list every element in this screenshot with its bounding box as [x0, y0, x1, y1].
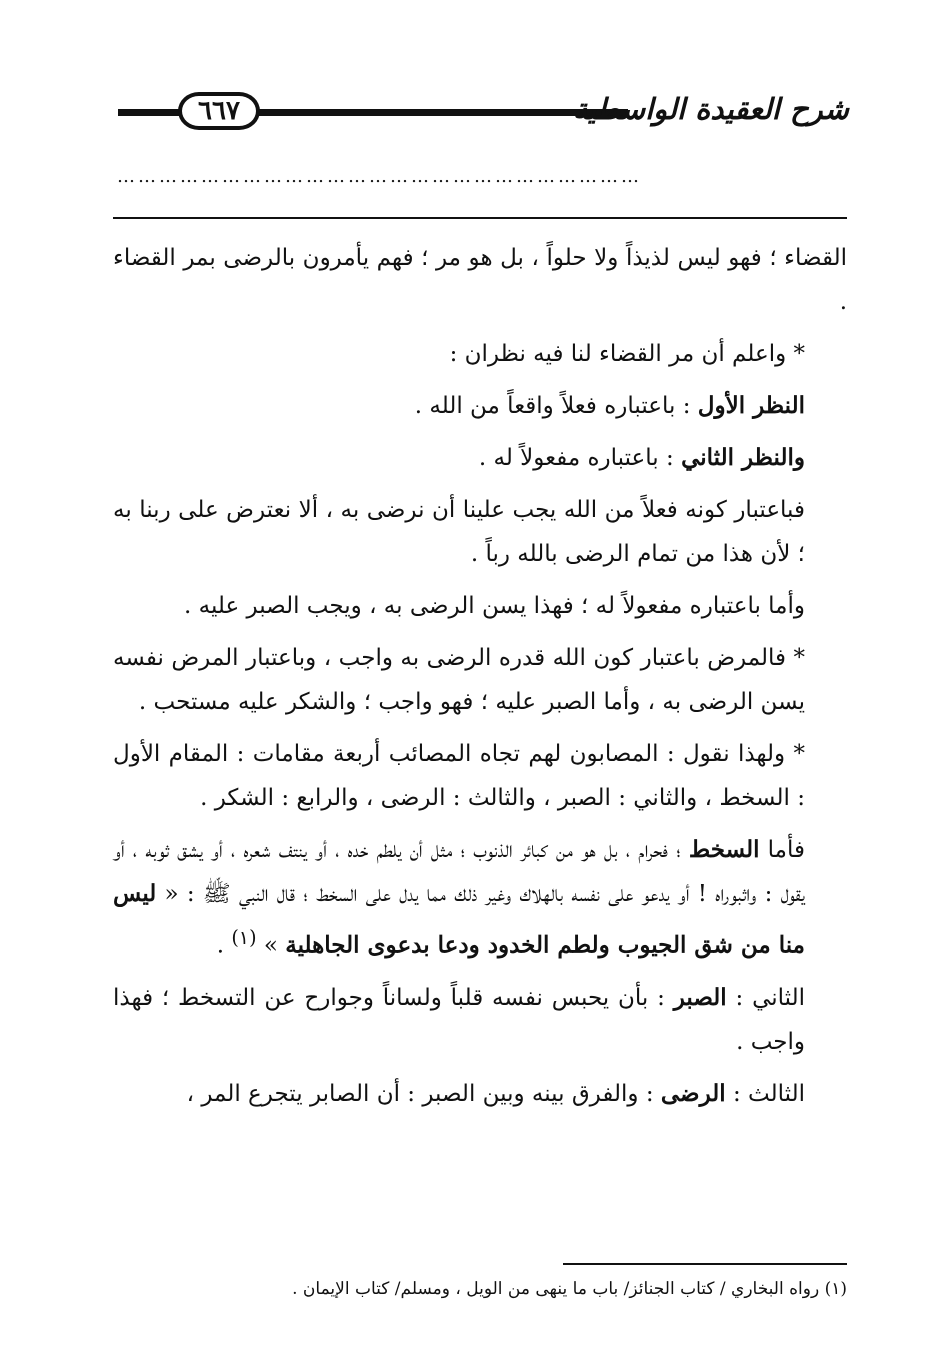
paragraph-10-lead: الثاني :	[726, 984, 805, 1011]
paragraph-9-end: .	[216, 932, 232, 959]
main-text	[113, 236, 847, 1124]
paragraph-9-text: ؛ فحرام ، بل هو من كبائر الذنوب ؛ مثل أن يلطم خده ، أو ينتف شعره ، أو يشق ثوبه ، أو يقول : واثبوراه ! أو يدعو على نفسه بالهلاك وغير ذلك مما يدل على السخط ؛ قال النبي ﷺ : «	[113, 837, 805, 907]
patience-label: الصبر	[673, 983, 727, 1011]
paragraph-9	[113, 828, 847, 968]
paragraph-7: * فالمرض باعتبار كون الله قدره الرضى به واجب ، وباعتبار المرض نفسه يسن الرضى به ، وأما الصبر عليه ؛ فهو واجب ؛ والشكر عليه مستحب .	[113, 645, 805, 715]
paragraph-11	[113, 1072, 847, 1116]
page-number-text: ٦٦٧	[198, 96, 240, 126]
paragraph-3	[113, 384, 847, 428]
paragraph-8: * ولهذا نقول : المصابون لهم تجاه المصائب أربعة مقامات : المقام الأول : السخط ، والثاني : الصبر ، والثالث : الرضى ، والرابع : الشكر .	[113, 741, 805, 811]
hadith-close: »	[256, 932, 286, 959]
paragraph-4	[113, 436, 847, 480]
paragraph-9-lead: فأما	[759, 837, 805, 863]
page-number	[178, 92, 260, 130]
paragraph-3-text: : باعتباره فعلاً واقعاً من الله .	[414, 393, 698, 419]
footnote: (١) رواه البخاري / كتاب الجنائز/ باب ما ينهى من الويل ، ومسلم/ كتاب الإيمان .	[292, 1279, 847, 1299]
paragraph-10	[113, 976, 847, 1064]
discontent-label: السخط	[688, 836, 760, 863]
footnote-rule	[563, 1263, 847, 1265]
paragraph-4-text: : باعتباره مفعولاً له .	[478, 445, 682, 471]
first-view-label: النظر الأول	[697, 392, 805, 419]
hadith-text: ليس منا من شق الجيوب ولطم الخدود ودعا بدعوى الجاهلية	[113, 880, 805, 959]
dotted-divider: …………………………………………………………………	[117, 170, 642, 184]
second-view-label: والنظر الثاني	[681, 444, 805, 471]
paragraph-11-text: : والفرق بينه وبين الصبر : أن الصابر يتجرع المر ،	[186, 1080, 661, 1107]
paragraph-1: القضاء ؛ فهو ليس لذيذاً ولا حلواً ، بل هو مر ؛ فهم يأمرون بالرضى بمر القضاء .	[113, 245, 847, 315]
header-rule	[113, 217, 847, 219]
paragraph-2: * واعلم أن مر القضاء لنا فيه نظران :	[449, 341, 805, 367]
footnote-ref: (١)	[231, 926, 257, 949]
contentment-label: الرضى	[660, 1079, 726, 1107]
paragraph-11-lead: الثالث :	[725, 1080, 805, 1107]
paragraph-6: وأما باعتباره مفعولاً له ؛ فهذا يسن الرضى به ، ويجب الصبر عليه .	[183, 593, 805, 619]
paragraph-5: فباعتبار كونه فعلاً من الله يجب علينا أن نرضى به ، ألا نعترض على ربنا به ؛ لأن هذا من تمام الرضى بالله رباً .	[113, 497, 805, 567]
paragraph-10-text: : بأن يحبس نفسه قلباً ولساناً وجوارح عن التسخط ؛ فهذا واجب .	[113, 984, 805, 1055]
book-title: شرح العقيدة الواسطية	[572, 92, 849, 126]
